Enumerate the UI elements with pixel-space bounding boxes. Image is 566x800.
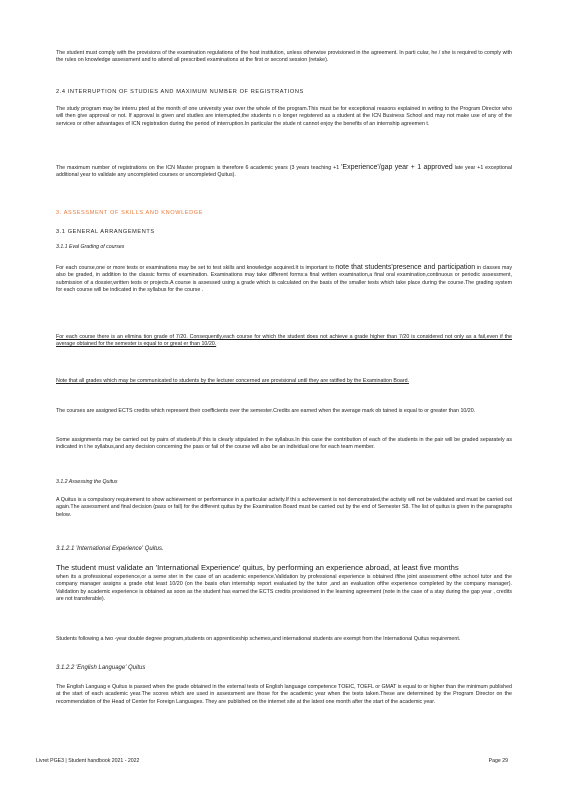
elimination-grade-text: For each course there is an elimina tion grade of 7/20. Consequently,each course for which the student does not achieve a grade higher than 7/20 is considered not only as a fail,even if the average obtained for the semester is equal to or great er than 10/20.	[56, 334, 512, 348]
section-3-1-2-heading: 3.1.2 Assessing the Quitus	[56, 479, 118, 485]
english-quitus-paragraph: The English Languag e Quitus is passed when the grade obtained in the external tests of English language competence TOEIC, TOEFL or GMAT is equal to or higher than the minimum published at the start of each academic year.The scores which are used in assessment are those for the academic year when the tests taken.These are determined by the Program Director on the recommendation of the Head of Center for Foreign Languages. They are published on the internet site at the latest one month after the start of the academic year.	[56, 684, 512, 705]
grading-text-c: in classes may also be graded, in addition to the classic forms of examination. Examinations may take different forms:a final written examination,a final oral examination,continuous or periodic assessment, submission of a dossier,written tests or projects.A course is assessed using a grade which is calculated on the basis of the smaller tests which take place during the course.The grading system for each course will be indicated in the syllabus for the course .	[56, 265, 512, 294]
international-experience-requirement: The student must validate an 'International Experience' quitus, by performing an experience abroad, at least five months	[56, 563, 459, 572]
intro-paragraph: The student must comply with the provisions of the examination regulations of the host institution, unless otherwise provisioned in the agreement. In parti cular, he / she is required to comply with the rules on knowledge assessment and to attend all prescribed examinations at the first or second session (retake).	[56, 50, 512, 64]
grading-paragraph	[56, 264, 512, 295]
provisional-grades-paragraph	[56, 378, 512, 385]
elimination-grade-paragraph	[56, 334, 512, 349]
presence-text: note that students'presence and participation	[335, 264, 476, 271]
section-3-1-2-1-heading: 3.1.2.1 'International Experience' Quitus.	[56, 546, 164, 552]
max-registrations-text: The maximum number of registrations on the ICN Master program is therefore 6 academic years (3 years teaching +1	[56, 165, 340, 171]
international-experience-paragraph: when its a professional experience,or a seme ster in the case of an academic experience.Validation by professional experience is obtained ifthe joint assessment ofthe school tutor and the company manager assigns a grade ofat least 10/20 (on the basis ofan internship report evaluated by the tutor ,and an evaluation ofthe experience completed by the company manager). Validation by academic experience is obtained as soon as the student has earned the ECTS credits provisioned in the learning agreement (note in the case of a stay during the gap year , credits are not transferable).	[56, 574, 512, 603]
footer-handbook-title: Livret PGE3 | Student handbook 2021 - 2022	[36, 758, 140, 764]
ects-credits-paragraph: The courses are assigned ECTS credits which represent their coefficients over the semester.Credits are earned when the average mark ob tained is equal to or greater than 10/20.	[56, 408, 476, 414]
section-2-4-paragraph-1: The study program may be interru pted at the month of one university year over the whole of the program.This must be for exceptional reasons explained in writing to the Program Director who will then give approval or not. If approval is given and studies are interrupted,the students n o longer registered as a student at the ICN Business School and may not make use of any of the services or other advantages of ICN registration during the period of interruption.In particular the stude nt cannot enjoy the benefits of an internship agreemen t.	[56, 106, 512, 127]
provisional-grades-text: Note that all grades which may be communicated to students by the lecturer concerned are provisional until they are ratified by the Examination Board.	[56, 378, 410, 384]
quitus-paragraph: A Quitus is a compulsory requirement to show achievement or performance in a particular activity.If thi s achievement is not demonstrated,the activity will not be validated and must be carried out again.The assessment and final decision (pass or fail) for the different quitus by the Examination Board must be carried out by the end of Semester S8. The list of quitus is given in the paragraphs below.	[56, 497, 512, 518]
section-2-4-heading: 2.4 INTERRUPTION OF STUDIES AND MAXIMUM NUMBER OF REGISTRATIONS	[56, 89, 304, 95]
section-3-heading: 3. ASSESSMENT OF SKILLS AND KNOWLEDGE	[56, 210, 204, 216]
section-3-1-1-heading: 3.1.1 Eval Grading of courses	[56, 244, 125, 250]
pair-assignments-paragraph: Some assignments may be carried out by pairs of students,if this is clearly stipulated in the syllabus.In this case the contribution of each of the students in the pair will be graded separately as indicated in t he syllabus,and any decision concerning the pass or fail of the course will also be an individual one for each team member.	[56, 437, 512, 451]
footer-page-number: Page 29	[488, 758, 508, 764]
section-3-1-heading: 3.1 GENERAL ARRANGEMENTS	[56, 229, 155, 235]
grading-text-a: For each course,one or more tests or examinations may be set to test skills and knowledge acquired.It is important to	[56, 265, 334, 271]
exemption-paragraph: Students following a two -year double degree program,students on apprenticeship schemes,and international students are exempt from the International Quitus requirement.	[56, 636, 461, 642]
section-2-4-paragraph-2	[56, 164, 512, 180]
exceptional-year-text: late year +1 exceptional additional year to validate any uncompleted courses or uncompleted Quitus).	[56, 165, 512, 179]
gap-year-text: 'Experience'/gap year + 1 approved	[341, 164, 453, 171]
section-3-1-2-2-heading: 3.1.2.2 'English Language' Quitus	[56, 665, 146, 671]
